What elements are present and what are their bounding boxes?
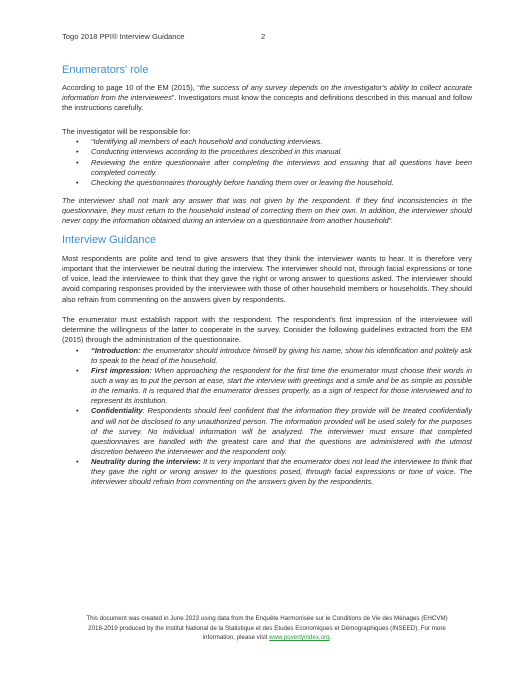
footer-line-2: 2018-2019 produced by the Institut National de la Statistique et des Etudes Economiques et Démographiques (INSEED). For more [88,624,446,632]
duty-text: Reviewing the entire questionnaire after completing the interviews and ensuring that all questions have been completed correctly. [91,157,472,177]
item-text: When approaching the respondent for the first time the enumerator must choose their words in such a way as to put the person at ease, start the interview with greetings and a smile and be as simple as possible in the remarks. It is required that the enumerator dresses properly, as a sign of respect for those interviewed and to represent its institution. [91,366,473,406]
footer-line-3-text: information, please visit [202,634,270,642]
bullet: • [76,456,79,466]
item-label: Neutrality during the interview: [91,456,201,466]
bullet: • [76,406,79,416]
bullet: • [76,177,79,187]
item-text: It is very important that the enumerator does not lead the interviewee to think that they gave the right or wrong answer to the questions posed, through facial expressions or tone of voice. The interviewer should refrain from commenting on the answers given by the respondents. [91,456,472,487]
list-item [62,178,472,188]
item-text: the enumerator should introduce himself by giving his name, show his identification and politely ask to speak to the head of the household. [91,345,472,365]
list-item [62,137,472,147]
intro-post: ”. Investigators must know the concepts and definitions described in this manual and follow the instructions carefully. [62,93,472,113]
duty-text: Checking the questionnaires thoroughly before handing them over or leaving the household. [91,177,394,187]
bullet: • [76,147,79,157]
list-item [62,158,472,178]
guidance-para-1: Most respondents are polite and tend to give answers that they think the interviewer wants to hear. It is therefore very important that the interviewer be neutral during the interview. The interviewer should not, through facial expressions or tone of voice, lead the interviewee to think that they gave the right or wrong answer to questions asked. The interviewer should avoid comparing responses provided by the interviewee with those of other household members or households. They should also refrain from commenting on the answers given by respondents. [62,254,472,304]
responsibilities-lead: The investigator will be responsible for: [62,127,191,137]
role-closing: The interviewer shall not mark any answer that was not given by the respondent. If they find inconsistencies in the questionnaire, they must return to the household instead of correcting them on their own. In addition, the interviewer should never copy the information obtained during an interview on a questionnaire from another household”. [62,195,472,226]
list-item [62,457,472,487]
item-label: “Introduction: [91,345,141,355]
list-item [62,346,472,366]
footer-line-3 [62,633,472,643]
bullet: • [76,345,79,355]
page-footer [62,614,472,643]
heading-interview-guidance: Interview Guidance [62,234,157,247]
bullet: • [76,157,79,167]
footer-line-1: This document was created in June 2023 using data from the Enquête Harmonisée sur le Conditions de Vie des Ménages (EHCVM) [86,615,448,622]
intro-quote: the success of any survey depends on the investigator's ability to collect accurate information from the interviewees [62,83,472,103]
duties-list [62,137,472,187]
duty-text: Conducting interviews according to the procedures described in this manual. [91,147,343,157]
item-text: : Respondents should feel confident that the information they provide will be treated confidentially and will not be disclosed to any unauthorized person. The information provided will be used solely for the purposes of the survey. No individual information will be analyzed. The interviewer must ensure that completed questionnaires are handled with the greatest care and that the questions are administered with the utmost discretion between the interviewer and the respondent only. [91,406,472,456]
list-item [62,406,472,456]
duty-text: “Identifying all members of each household and conducting interviews. [91,137,323,147]
list-item [62,366,472,406]
bullet: • [76,137,79,147]
footer-period: . [329,634,332,642]
heading-enumerators-role: Enumerators' role [62,64,149,76]
page-content [62,64,472,487]
role-intro [62,83,472,113]
item-label: First impression: [91,366,152,376]
bullet: • [76,366,79,376]
item-label: Confidentiality [91,406,143,416]
guidance-para-2: The enumerator must establish rapport with the respondent. The respondent's first impression of the interviewee will determine the willingness of the latter to cooperate in the survey. Consider the following guidelines extracted from the EM (2015) through the administration of the questionnaire. [62,314,472,344]
page-number: 2 [261,32,266,41]
intro-pre: According to page 10 of the EM (2015), “ [62,83,200,92]
povertyindex-link[interactable]: www.povertyindex.org [269,634,330,642]
running-header: Togo 2018 PPI® Interview Guidance [62,32,185,41]
list-item [62,147,472,157]
guidelines-list [62,346,472,487]
